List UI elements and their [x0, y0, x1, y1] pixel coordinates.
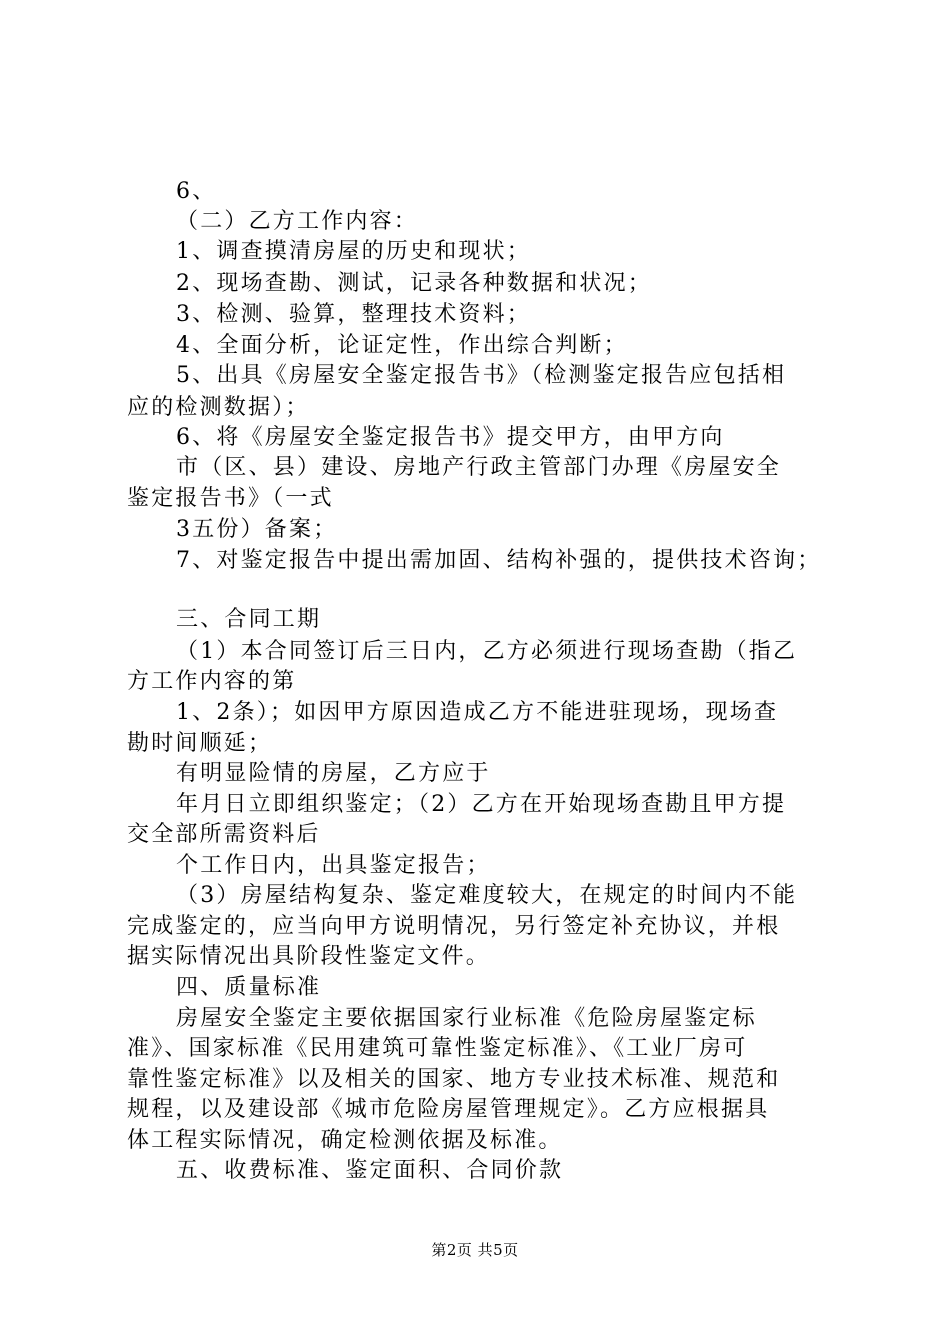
- text-line: 1、调查摸清房屋的历史和现状；: [176, 239, 531, 264]
- text-line: 交全部所需资料后: [127, 822, 321, 847]
- text-line: 1、2条）；如因甲方原因造成乙方不能进驻现场，现场查: [176, 700, 779, 725]
- page-footer: 第2页 共5页: [431, 1241, 519, 1259]
- text-line: 应的检测数据）；: [127, 395, 310, 420]
- text-line: 勘时间顺延；: [127, 731, 273, 756]
- text-line: 方工作内容的第: [127, 669, 297, 694]
- text-line: 规程，以及建设部《城市危险房屋管理规定》。乙方应根据具: [127, 1097, 770, 1122]
- section-heading: （二）乙方工作内容：: [176, 209, 419, 234]
- text-line: 3、检测、验算，整理技术资料；: [176, 302, 531, 327]
- text-line: （3）房屋结构复杂、鉴定难度较大，在规定的时间内不能: [176, 883, 798, 908]
- text-line: 据实际情况出具阶段性鉴定文件。: [127, 944, 491, 969]
- text-line: 年月日立即组织鉴定；（2）乙方在开始现场查勘且甲方提: [176, 792, 787, 817]
- text-line: 靠性鉴定标准》以及相关的国家、地方专业技术标准、规范和: [127, 1067, 781, 1092]
- text-line: 3五份）备案；: [176, 517, 338, 542]
- text-line: 6、将《房屋安全鉴定报告书》提交甲方，由甲方向: [176, 425, 725, 450]
- text-line: 4、全面分析，论证定性，作出综合判断；: [176, 333, 628, 358]
- text-line: 房屋安全鉴定主要依据国家行业标准《危险房屋鉴定标: [176, 1006, 757, 1031]
- section-heading: 四、质量标准: [176, 975, 322, 1000]
- text-line: 2、现场查勘、测试，记录各种数据和状况；: [176, 271, 652, 296]
- section-heading: 三、合同工期: [176, 607, 322, 632]
- text-line: 有明显险情的房屋，乙方应于: [176, 761, 491, 786]
- section-heading: 五、收费标准、鉴定面积、合同价款: [176, 1158, 564, 1183]
- text-line: 鉴定报告书》（一式: [127, 486, 334, 511]
- text-line: 市（区、县）建设、房地产行政主管部门办理《房屋安全: [176, 455, 782, 480]
- text-line: 准》、国家标准《民用建筑可靠性鉴定标准》、《工业厂房可: [127, 1036, 748, 1061]
- text-line: 5、出具《房屋安全鉴定报告书》（检测鉴定报告应包括相: [176, 363, 787, 388]
- text-line: （1）本合同签订后三日内，乙方必须进行现场查勘（指乙: [176, 639, 798, 664]
- text-line: 完成鉴定的，应当向甲方说明情况，另行签定补充协议，并根: [127, 914, 781, 939]
- text-line: 6、: [176, 179, 217, 204]
- text-line: 个工作日内，出具鉴定报告；: [176, 853, 491, 878]
- text-line: 体工程实际情况，确定检测依据及标准。: [127, 1128, 563, 1153]
- text-line: 7、对鉴定报告中提出需加固、结构补强的，提供技术咨询；: [176, 548, 822, 573]
